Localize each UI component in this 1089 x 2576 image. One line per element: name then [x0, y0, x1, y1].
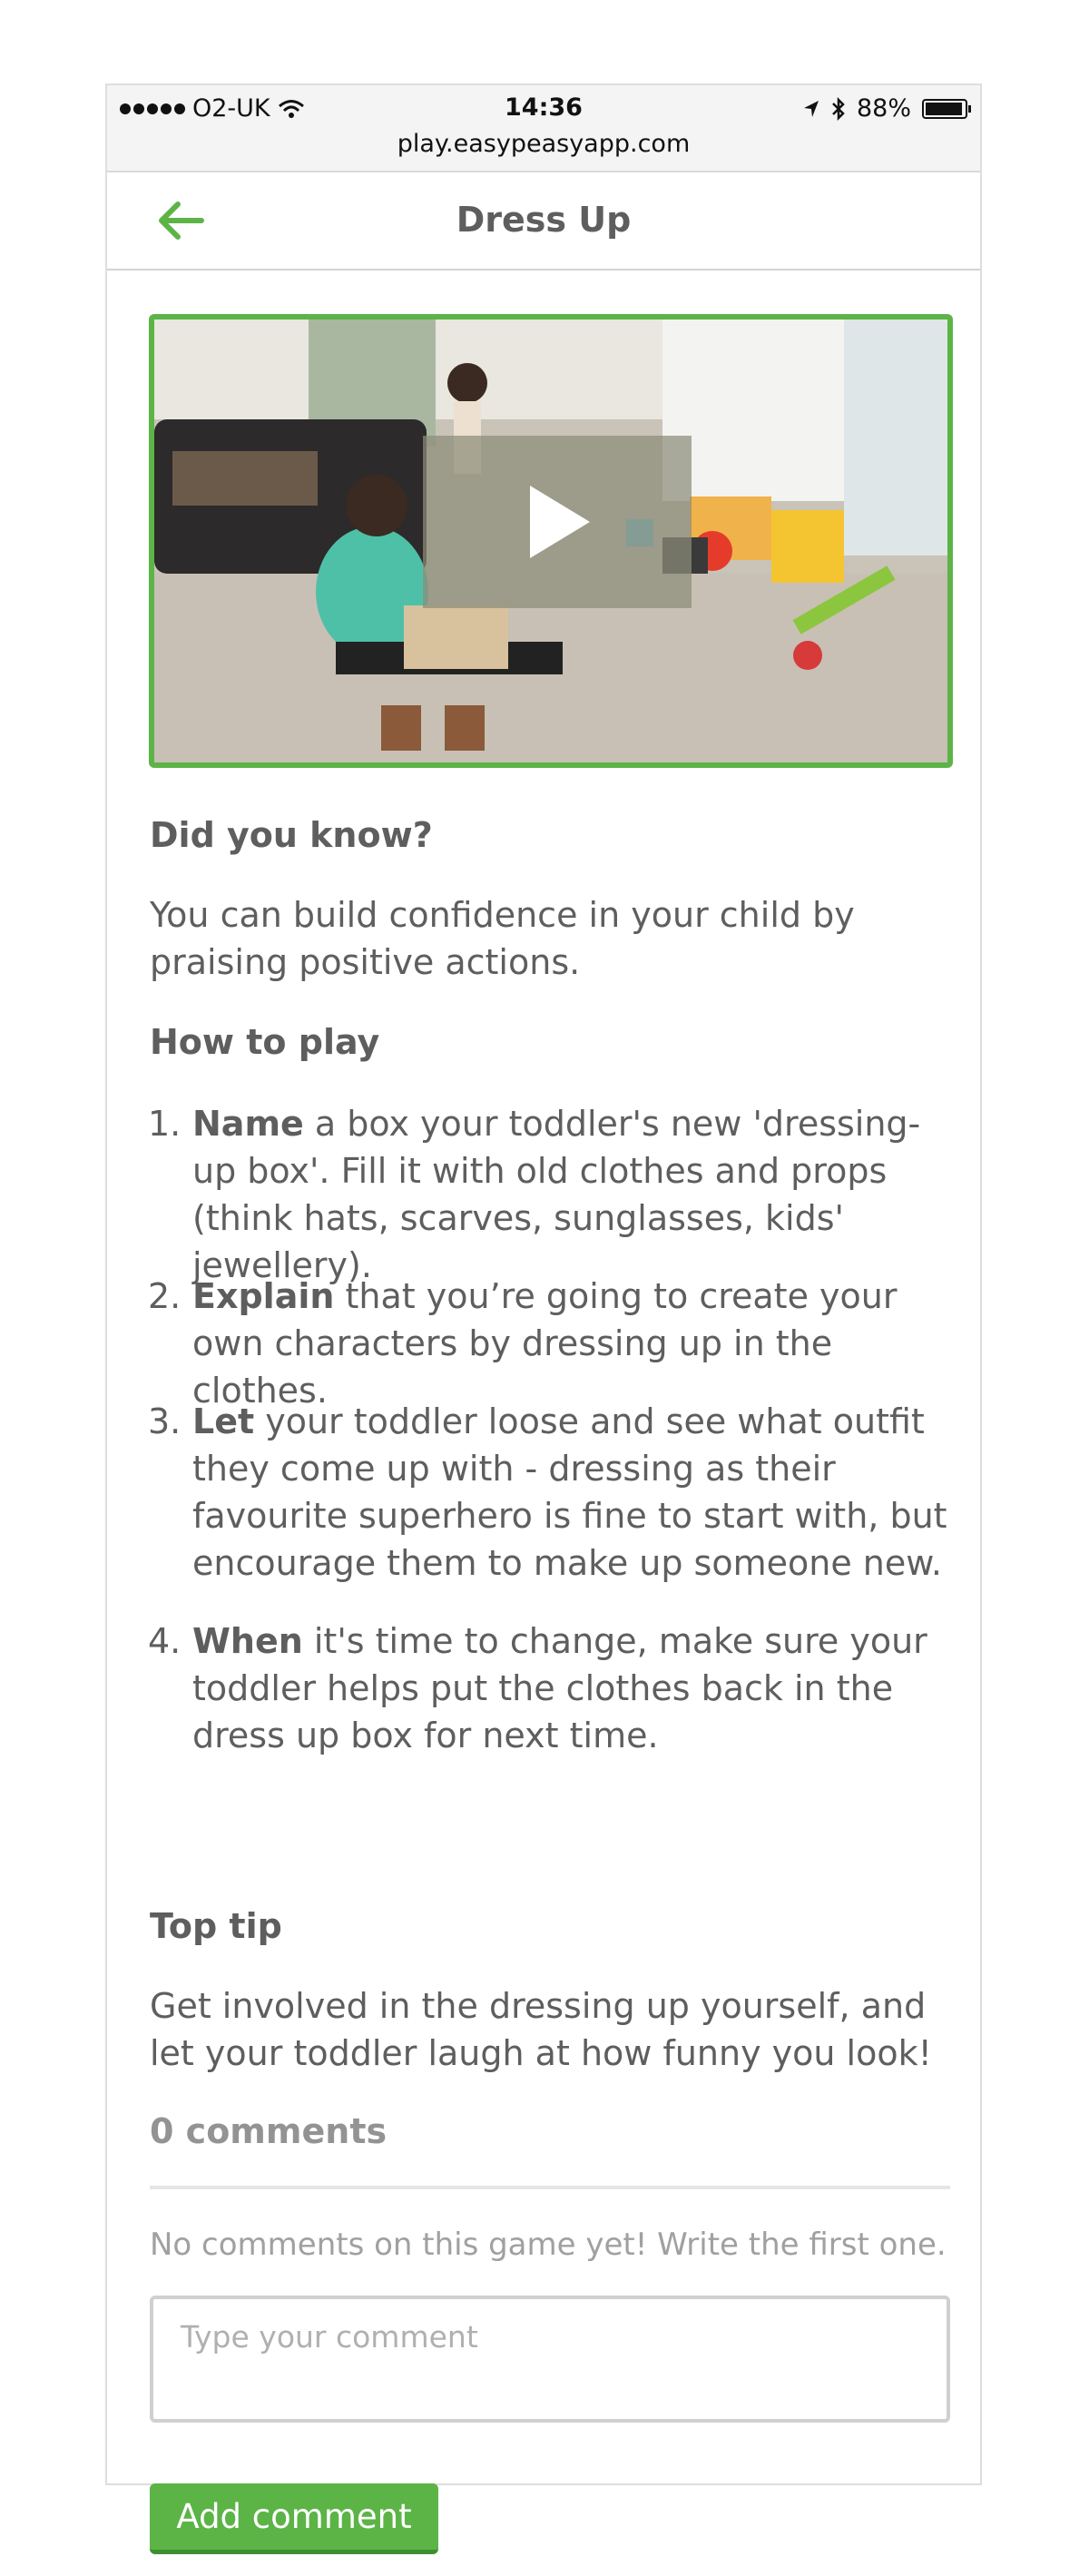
play-icon [530, 486, 590, 558]
step-text: that you’re going to create your own characters by dressing up in the clothes. [192, 1276, 898, 1411]
step-number: 2. [148, 1276, 182, 1316]
step-keyword: When [192, 1621, 303, 1661]
top-tip-heading: Top tip [150, 1906, 282, 1946]
bluetooth-icon [831, 97, 846, 121]
step-text: your toddler loose and see what outfit they come up with - dressing as their favourite superhero is fine to start with, but encourage them to make up someone new. [192, 1401, 947, 1583]
step-text: it's time to change, make sure your toddler helps put the clothes back in the dress up box for next time. [192, 1621, 927, 1755]
step-text: a box your toddler's new 'dressing-up box'. Fill it with old clothes and props (think hats, scarves, sunglasses, kids' jewellery). [192, 1104, 921, 1285]
phone-frame [105, 84, 982, 2536]
status-time: 14:36 [505, 93, 583, 122]
step-item [148, 1100, 957, 1285]
how-to-play-steps [150, 1100, 957, 1759]
step-number: 1. [148, 1104, 182, 1144]
step-number: 3. [148, 1401, 182, 1441]
battery-icon [922, 99, 967, 119]
comment-input[interactable] [150, 2296, 950, 2423]
step-item [148, 1273, 957, 1411]
step-keyword: Name [192, 1104, 304, 1144]
status-bar [107, 85, 980, 172]
page-header [107, 172, 980, 270]
comments-count: 0 comments [150, 2111, 388, 2151]
add-comment-button[interactable]: Add comment [150, 2483, 438, 2554]
step-keyword: Explain [192, 1276, 335, 1316]
did-you-know-heading: Did you know? [150, 815, 433, 855]
status-right [802, 94, 967, 123]
page-title: Dress Up [456, 200, 632, 240]
video-player[interactable] [149, 314, 953, 768]
top-tip-text: Get involved in the dressing up yourself, and let your toddler laugh at how funny you look! [150, 1986, 932, 2073]
address-bar-url[interactable]: play.easypeasyapp.com [397, 130, 691, 158]
step-number: 4. [148, 1621, 182, 1661]
how-to-play-heading: How to play [150, 1022, 380, 1062]
step-keyword: Let [192, 1401, 255, 1441]
no-comments-message: No comments on this game yet! Write the first one. [150, 2227, 947, 2263]
step-item [150, 1398, 957, 1587]
battery-percent: 88% [856, 94, 911, 123]
play-button[interactable] [423, 436, 692, 608]
did-you-know-text: You can build confidence in your child by praising positive actions. [150, 895, 855, 982]
step-item [150, 1617, 957, 1759]
comments-divider [150, 2186, 950, 2189]
carrier-label: O2-UK [192, 94, 270, 123]
location-arrow-icon [802, 99, 820, 119]
